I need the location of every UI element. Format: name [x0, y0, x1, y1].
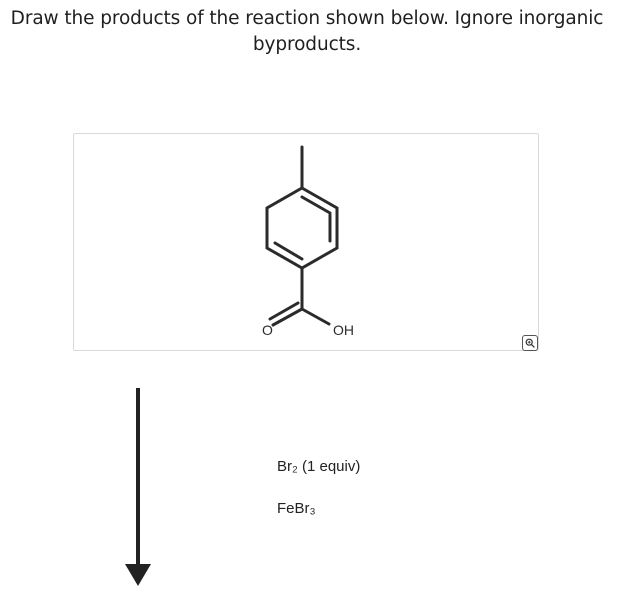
reagent-bromine: Br₂ (1 equiv) [277, 458, 361, 475]
carbonyl-bond-a [273, 309, 302, 325]
question-line-1: Draw the products of the reaction shown below. Ignore inorganic [10, 8, 604, 29]
starting-material-structure [74, 134, 538, 350]
arrowhead-icon [125, 564, 151, 586]
carbonyl-oxygen-label: O [262, 322, 273, 338]
ring-double-bond-1 [302, 197, 330, 213]
hydroxyl-bond [302, 309, 329, 324]
benzene-ring [267, 188, 337, 268]
question-line-2: byproducts. [252, 34, 362, 55]
reagent-catalyst: FeBr₃ [277, 500, 316, 517]
reaction-arrow [123, 386, 153, 588]
magnifier-icon [525, 338, 535, 348]
molecule-viewer [73, 133, 539, 351]
hydroxyl-label: OH [333, 322, 354, 338]
question-text [0, 6, 614, 58]
zoom-button[interactable] [522, 335, 538, 351]
carbonyl-bond-b [270, 303, 298, 319]
